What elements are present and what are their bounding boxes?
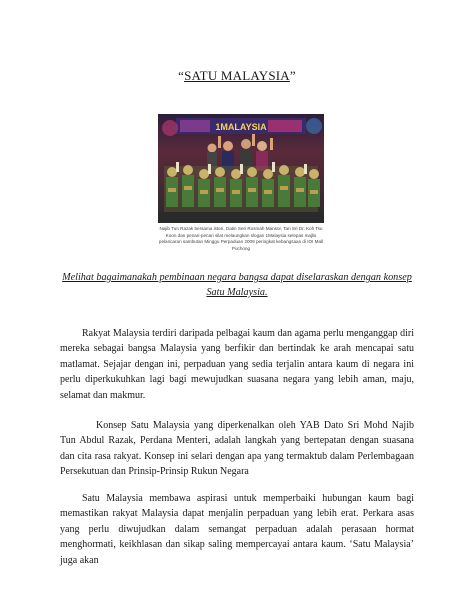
subtitle: Melihat bagaimanakah pembinaan negara bangsa dapat diselaraskan dengan konsep Satu Malaysia. <box>62 272 412 298</box>
photo-caption: Najib Tun Razak bersama isteri, Datin Seri Rosmah Mansor, Tan Sri Dr. Koh Tsu Koon dan penari-penari silat melaungkan slogan 1Malaysia selepas majlis pelancaran sambutan Minggu Perpaduan 2009 peringkat kebangsaan di IOI Mall Puchong <box>158 226 324 251</box>
title-text: SATU MALAYSIA <box>184 68 290 83</box>
paragraph-1: Rakyat Malaysia terdiri daripada pelbagai kaum dan agama perlu menganggap diri mereka sebagai bangsa Malaysia yang berfikir dan bertindak ke arah mencapai satu matlamat. Sejajar dengan ini, perpaduan yang sedia terjalin antara kaum di negara ini perlu diperkukuhkan lagi bagi mewujudkan suasana negara yang lebih aman, maju, selamat dan makmur. <box>60 328 414 401</box>
page-title <box>0 68 474 84</box>
title-close-quote: ” <box>289 68 296 83</box>
banner-text: 1MALAYSIA <box>215 122 267 132</box>
paragraph-2: Konsep Satu Malaysia yang diperkenalkan oleh YAB Dato Sri Mohd Najib Tun Abdul Razak, Perdana Menteri, adalah langkah yang bertepatan dengan suasana dan cita rasa rakyat. Konsep ini selari dengan apa yang termaktub dalam Perlembagaan Persekutuan dan Prinsip-Prinsip Rukun Negara <box>60 420 414 478</box>
event-photo <box>158 114 324 223</box>
title-open-quote: “ <box>178 68 185 83</box>
paragraph-3: Satu Malaysia membawa aspirasi untuk memperbaiki hubungan kaum bagi memastikan rakyat Malaysia dapat menjalin perpaduan yang lebih erat. Perkara asas yang perlu diwujudkan dalam semangat perpaduan adalah perasaan hormat menghormati, keikhlasan dan sikap saling mempercayai antara kaum. ‘Satu Malaysia’ juga akan <box>60 493 414 566</box>
